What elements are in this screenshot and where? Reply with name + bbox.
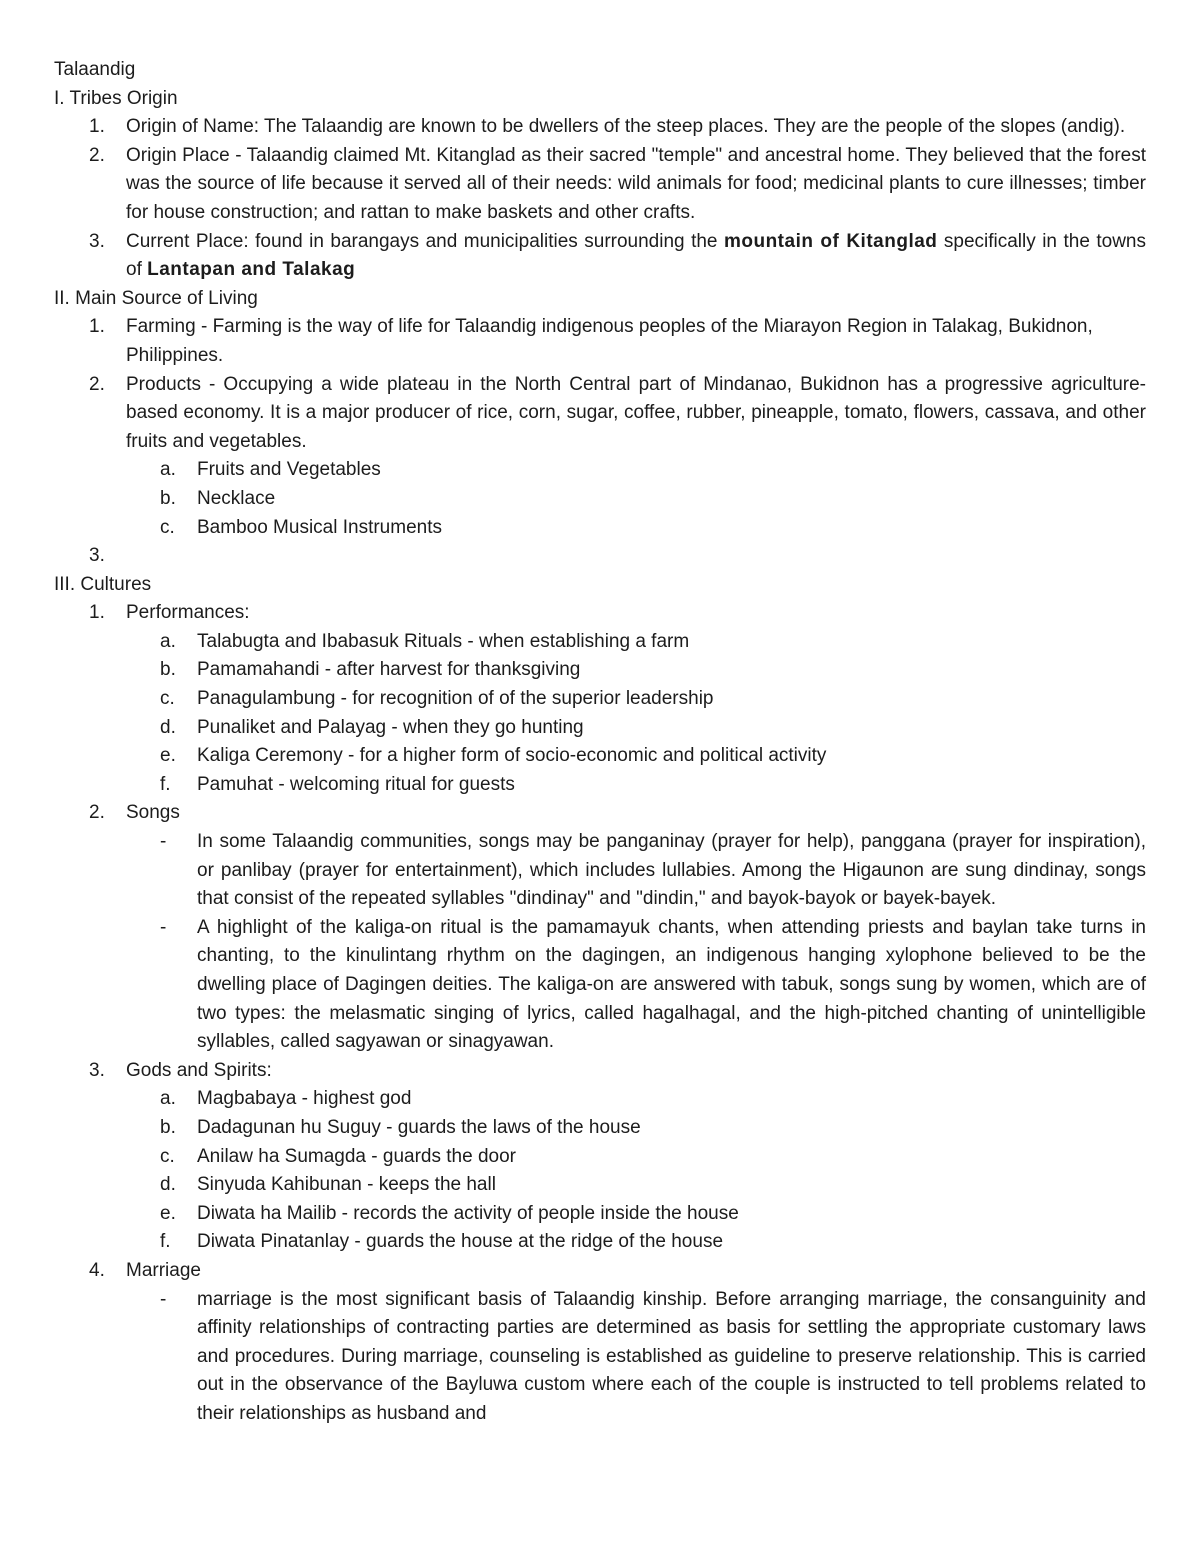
list-item-text: Products - Occupying a wide plateau in the North Central part of Mindanao, Bukidnon has a progressive agriculture-based economy. It is a major producer of rice, corn, sugar, coffee, rubber, pineapple, tomato, flowers, cassava, and other fruits and vegetables.	[126, 373, 1146, 452]
list-marker: 2.	[89, 802, 105, 824]
list-marker: -	[160, 831, 167, 853]
list-item-text: Marriage	[126, 1259, 201, 1281]
list-item-empty	[54, 542, 1146, 571]
sub-list-item	[54, 914, 1146, 1057]
list-item-text: Kaliga Ceremony - for a higher form of socio-economic and political activity	[197, 745, 827, 767]
list-item-text: Origin of Name: The Talaandig are known to be dwellers of the steep places. They are the people of the slopes (andig).	[126, 116, 1126, 138]
section-heading-tribes-origin: I. Tribes Origin	[54, 87, 178, 109]
list-marker: e.	[160, 745, 176, 767]
sub-list-item	[54, 742, 1146, 771]
sub-list-item	[54, 771, 1146, 800]
sub-list-item	[54, 1171, 1146, 1200]
list-item-text: Songs	[126, 802, 180, 824]
sub-list-item	[54, 1143, 1146, 1172]
list-marker: -	[160, 916, 167, 938]
sub-list-item	[54, 828, 1146, 914]
list-item-text: Punaliket and Palayag - when they go hunting	[197, 716, 584, 738]
sub-list-item	[54, 1200, 1146, 1229]
list-item-text: Dadagunan hu Suguy - guards the laws of the house	[197, 1116, 641, 1138]
bold-text: Lantapan and Talakag	[147, 259, 356, 281]
list-marker: c.	[160, 1145, 175, 1167]
list-item	[54, 228, 1146, 285]
list-item-text: Necklace	[197, 487, 276, 509]
list-item-text: Origin Place - Talaandig claimed Mt. Kitanglad as their sacred "temple" and ancestral home. They believed that the forest was the source of life because it served all of their needs: wild animals for food; medicinal plants to cure illnesses; timber for house construction; and rattan to make baskets and other crafts.	[126, 144, 1146, 223]
sub-list-item	[54, 485, 1146, 514]
list-item-text: Gods and Spirits:	[126, 1059, 272, 1081]
list-item	[54, 1257, 1146, 1286]
list-item-text: Bamboo Musical Instruments	[197, 516, 442, 538]
section-heading-cultures: III. Cultures	[54, 573, 152, 595]
list-marker: f.	[160, 1231, 171, 1253]
list-marker: 1.	[89, 116, 105, 138]
sub-list-item	[54, 1085, 1146, 1114]
list-marker: c.	[160, 688, 175, 710]
list-marker: d.	[160, 716, 176, 738]
list-item	[54, 799, 1146, 828]
list-item-text: Current Place: found in barangays and municipalities surrounding the	[126, 230, 724, 252]
list-marker: d.	[160, 1174, 176, 1196]
list-item-text: Anilaw ha Sumagda - guards the door	[197, 1145, 516, 1167]
list-marker: a.	[160, 1088, 176, 1110]
list-marker: a.	[160, 630, 176, 652]
list-marker: 2.	[89, 144, 105, 166]
sub-list-item	[54, 514, 1146, 543]
list-marker: 1.	[89, 316, 105, 338]
list-item	[54, 371, 1146, 457]
sub-list-item	[54, 1114, 1146, 1143]
list-item-text: Magbabaya - highest god	[197, 1088, 412, 1110]
list-item	[54, 1057, 1146, 1086]
sub-list-item	[54, 1228, 1146, 1257]
list-marker: b.	[160, 487, 176, 509]
list-item-text: Performances:	[126, 602, 250, 624]
list-item-text: Talabugta and Ibabasuk Rituals - when establishing a farm	[197, 630, 690, 652]
list-marker: 3.	[89, 1059, 105, 1081]
list-marker: -	[160, 1288, 167, 1310]
list-item-text: Fruits and Vegetables	[197, 459, 381, 481]
list-marker: 4.	[89, 1259, 105, 1281]
list-item-text: Panagulambung - for recognition of of the superior leadership	[197, 688, 714, 710]
list-marker: e.	[160, 1202, 176, 1224]
list-item-text: Pamuhat - welcoming ritual for guests	[197, 773, 515, 795]
list-item-text: In some Talaandig communities, songs may be panganinay (prayer for help), panggana (prayer for inspiration), or panlibay (prayer for entertainment), which includes lullabies. Among the Higaunon are sung dindinay, songs that consist of the repeated syllables "dindinay" and "dindin," and bayok-bayok or bayek-bayek.	[197, 831, 1146, 910]
list-item	[54, 313, 1146, 370]
section-heading-main-source: II. Main Source of Living	[54, 287, 258, 309]
list-marker: c.	[160, 516, 175, 538]
list-item-text: Diwata Pinatanlay - guards the house at the ridge of the house	[197, 1231, 724, 1253]
list-marker: 1.	[89, 602, 105, 624]
list-item-text: A highlight of the kaliga-on ritual is the pamamayuk chants, when attending priests and baylan take turns in chanting, to the kinulintang rhythm on the dagingen, an indigenous hanging xylophone believed to be the dwelling place of Dagingen deities. The kaliga-on are answered with tabuk, songs sung by women, which are of two types: the melasmatic singing of lyrics, called hagalhagal, and the high-pitched chanting of unintelligible syllables, called sagyawan or sinagyawan.	[197, 916, 1146, 1053]
sub-list-item	[54, 628, 1146, 657]
list-item-text: Sinyuda Kahibunan - keeps the hall	[197, 1174, 496, 1196]
list-item-text: Farming - Farming is the way of life for Talaandig indigenous peoples of the Miarayon Region in Talakag, Bukidnon, Philippines.	[126, 316, 1093, 366]
list-marker: a.	[160, 459, 176, 481]
sub-list-item	[54, 685, 1146, 714]
list-marker: 2.	[89, 373, 105, 395]
list-item-text: Diwata ha Mailib - records the activity of people inside the house	[197, 1202, 739, 1224]
sub-list-item	[54, 1286, 1146, 1429]
list-marker: f.	[160, 773, 171, 795]
sub-list-item	[54, 456, 1146, 485]
list-marker: b.	[160, 659, 176, 681]
list-item	[54, 142, 1146, 228]
list-marker: b.	[160, 1116, 176, 1138]
list-item-text: Pamamahandi - after harvest for thanksgiving	[197, 659, 581, 681]
document-page	[54, 56, 1146, 1429]
list-marker: 3.	[89, 545, 105, 567]
list-item-text: marriage is the most significant basis of Talaandig kinship. Before arranging marriage, the consanguinity and affinity relationships of contracting parties are determined as basis for settling the appropriate customary laws and procedures. During marriage, counseling is established as guideline to preserve relationship. This is carried out in the observance of the Bayluwa custom where each of the couple is instructed to tell problems related to their relationships as husband and	[197, 1288, 1146, 1424]
list-item-text: specifically in the towns of	[126, 230, 1146, 281]
list-item	[54, 113, 1146, 142]
document-title: Talaandig	[54, 59, 136, 80]
sub-list-item	[54, 656, 1146, 685]
list-item	[54, 599, 1146, 628]
bold-text: mountain of Kitanglad	[723, 230, 938, 252]
list-marker: 3.	[89, 230, 105, 252]
sub-list-item	[54, 714, 1146, 743]
